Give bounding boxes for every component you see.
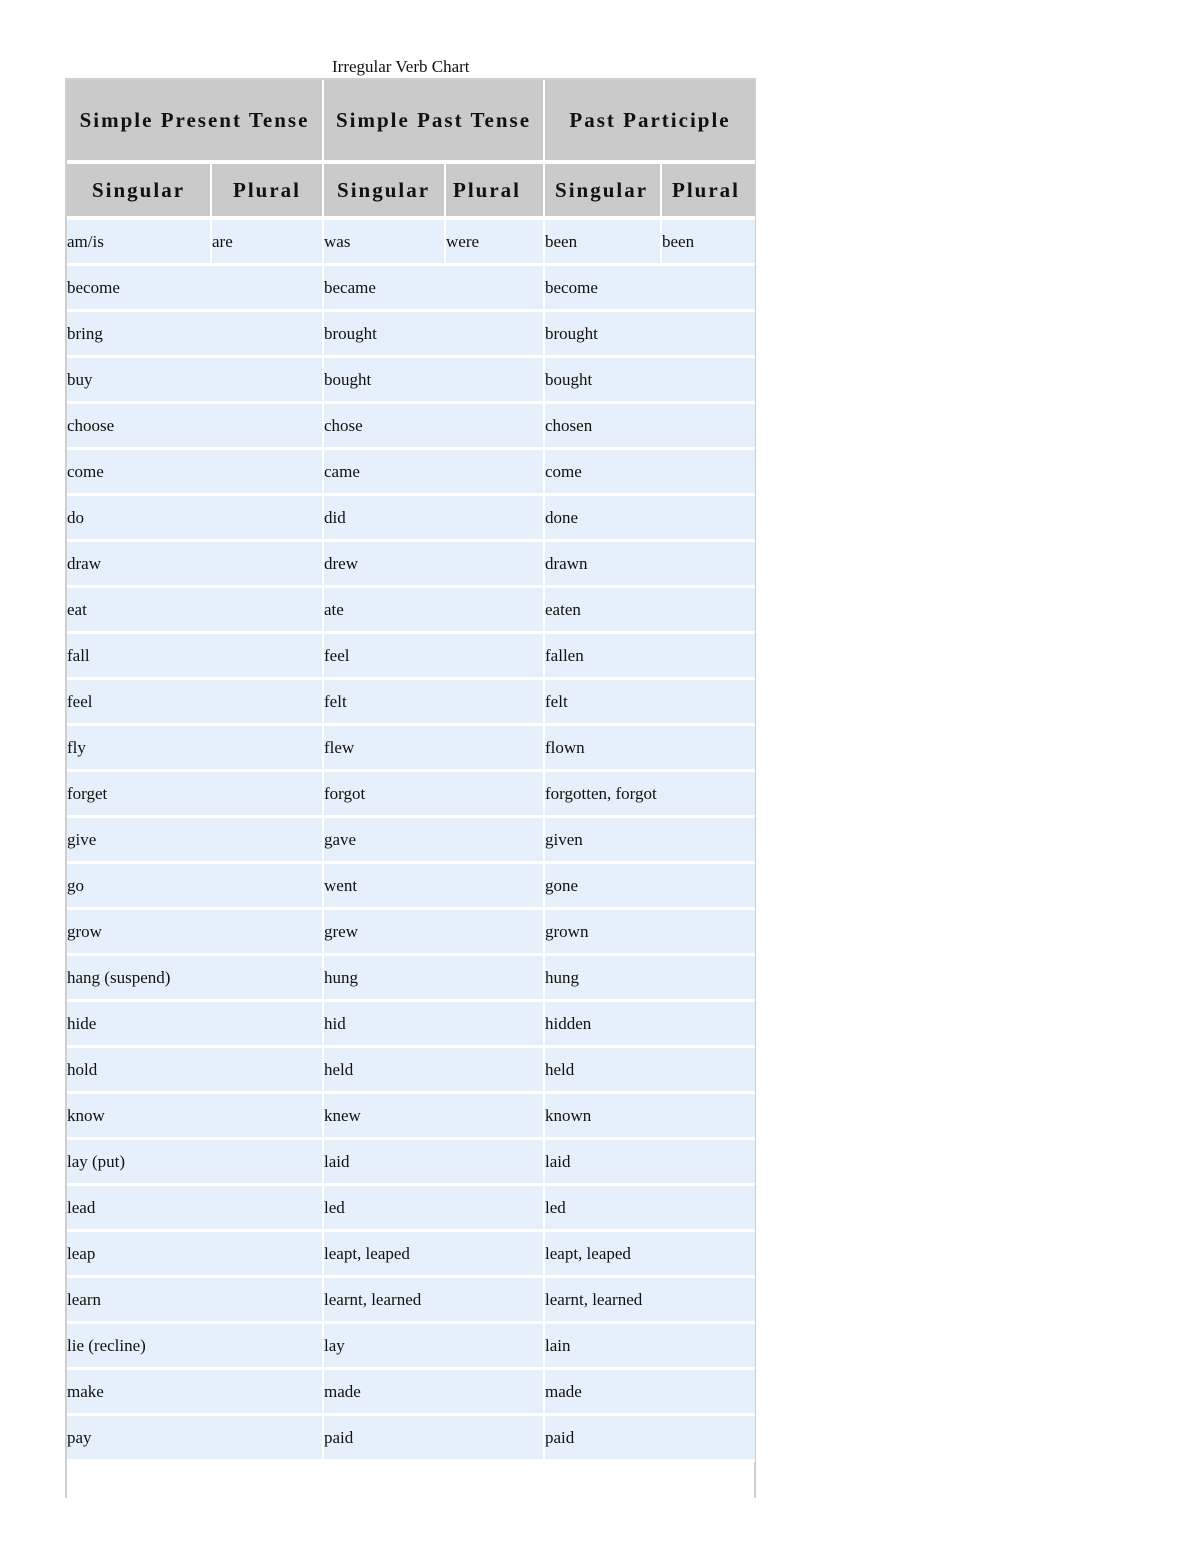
cell-participle: felt	[545, 680, 755, 726]
table-row	[67, 1186, 755, 1232]
table-row	[67, 1094, 755, 1140]
cell-past: knew	[324, 1094, 545, 1140]
cell-present: pay	[67, 1416, 324, 1462]
table-row	[67, 956, 755, 1002]
cell-past: gave	[324, 818, 545, 864]
cell-participle-singular: been	[545, 220, 662, 266]
table-row	[67, 450, 755, 496]
group-header-past-participle: Past Participle	[545, 80, 755, 164]
cell-present: become	[67, 266, 324, 312]
cell-participle: held	[545, 1048, 755, 1094]
table-row	[67, 1232, 755, 1278]
cell-present: bring	[67, 312, 324, 358]
cell-past: hid	[324, 1002, 545, 1048]
subheader-present-plural: Plural	[212, 164, 324, 220]
cell-participle: bought	[545, 358, 755, 404]
subheader-present-singular: Singular	[67, 164, 212, 220]
cell-past: leapt, leaped	[324, 1232, 545, 1278]
cell-present: draw	[67, 542, 324, 588]
cell-present: learn	[67, 1278, 324, 1324]
cell-present: fall	[67, 634, 324, 680]
cell-past: brought	[324, 312, 545, 358]
cell-present: buy	[67, 358, 324, 404]
cell-past: chose	[324, 404, 545, 450]
cell-present: feel	[67, 680, 324, 726]
cell-past: forgot	[324, 772, 545, 818]
cell-participle: chosen	[545, 404, 755, 450]
cell-present: forget	[67, 772, 324, 818]
cell-participle: made	[545, 1370, 755, 1416]
table-row	[67, 312, 755, 358]
cell-participle: leapt, leaped	[545, 1232, 755, 1278]
cell-participle: learnt, learned	[545, 1278, 755, 1324]
cell-present: eat	[67, 588, 324, 634]
cell-present: fly	[67, 726, 324, 772]
table-row	[67, 634, 755, 680]
cell-past: made	[324, 1370, 545, 1416]
table-row	[67, 1002, 755, 1048]
cell-past: paid	[324, 1416, 545, 1462]
cell-present-singular: am/is	[67, 220, 212, 266]
table-row	[67, 404, 755, 450]
cell-present: leap	[67, 1232, 324, 1278]
subheader-participle-singular: Singular	[545, 164, 662, 220]
cell-past: hung	[324, 956, 545, 1002]
cell-past: drew	[324, 542, 545, 588]
table-row	[67, 910, 755, 956]
cell-past-plural: were	[446, 220, 545, 266]
cell-participle: hidden	[545, 1002, 755, 1048]
group-header-row	[67, 80, 755, 164]
table-row	[67, 496, 755, 542]
cell-past-singular: was	[324, 220, 446, 266]
cell-past: bought	[324, 358, 545, 404]
cell-past: became	[324, 266, 545, 312]
table-row	[67, 1140, 755, 1186]
table-row	[67, 772, 755, 818]
cell-participle: brought	[545, 312, 755, 358]
cell-participle: laid	[545, 1140, 755, 1186]
table-row	[67, 1048, 755, 1094]
page-title: Irregular Verb Chart	[332, 57, 470, 76]
cell-present: give	[67, 818, 324, 864]
cell-present: hang (suspend)	[67, 956, 324, 1002]
cell-participle: known	[545, 1094, 755, 1140]
table-row	[67, 588, 755, 634]
cell-participle: fallen	[545, 634, 755, 680]
cell-present: go	[67, 864, 324, 910]
table-row	[67, 1324, 755, 1370]
cell-participle: done	[545, 496, 755, 542]
cell-present: come	[67, 450, 324, 496]
cell-present: lay (put)	[67, 1140, 324, 1186]
cell-present: choose	[67, 404, 324, 450]
cell-participle: grown	[545, 910, 755, 956]
cell-present: hold	[67, 1048, 324, 1094]
cell-present: know	[67, 1094, 324, 1140]
cell-past: came	[324, 450, 545, 496]
cell-past: did	[324, 496, 545, 542]
cell-past: went	[324, 864, 545, 910]
table-row	[67, 1278, 755, 1324]
cell-past: flew	[324, 726, 545, 772]
irregular-verb-table	[67, 80, 755, 1462]
cell-participle: eaten	[545, 588, 755, 634]
cell-participle: led	[545, 1186, 755, 1232]
subheader-row	[67, 164, 755, 220]
group-header-simple-past: Simple Past Tense	[324, 80, 545, 164]
cell-past: grew	[324, 910, 545, 956]
table-row	[67, 358, 755, 404]
cell-participle: forgotten, forgot	[545, 772, 755, 818]
cell-participle: given	[545, 818, 755, 864]
cell-participle: hung	[545, 956, 755, 1002]
table-row	[67, 864, 755, 910]
table-row	[67, 266, 755, 312]
cell-participle: become	[545, 266, 755, 312]
table-row	[67, 726, 755, 772]
cell-participle: drawn	[545, 542, 755, 588]
cell-present: hide	[67, 1002, 324, 1048]
cell-past: lay	[324, 1324, 545, 1370]
cell-present-plural: are	[212, 220, 324, 266]
cell-past: felt	[324, 680, 545, 726]
verb-table-body	[67, 220, 755, 1462]
table-row	[67, 818, 755, 864]
table-row	[67, 220, 755, 266]
cell-past: laid	[324, 1140, 545, 1186]
table-row	[67, 542, 755, 588]
subheader-participle-plural: Plural	[662, 164, 755, 220]
cell-participle: paid	[545, 1416, 755, 1462]
table-row	[67, 1370, 755, 1416]
cell-past: led	[324, 1186, 545, 1232]
cell-past: learnt, learned	[324, 1278, 545, 1324]
cell-participle: flown	[545, 726, 755, 772]
group-header-simple-present: Simple Present Tense	[67, 80, 324, 164]
cell-present: make	[67, 1370, 324, 1416]
cell-past: feel	[324, 634, 545, 680]
cell-participle: lain	[545, 1324, 755, 1370]
table-row	[67, 680, 755, 726]
cell-past: ate	[324, 588, 545, 634]
subheader-past-plural: Plural	[446, 164, 545, 220]
cell-participle-plural: been	[662, 220, 755, 266]
cell-participle: gone	[545, 864, 755, 910]
cell-present: lie (recline)	[67, 1324, 324, 1370]
table-row	[67, 1416, 755, 1462]
subheader-past-singular: Singular	[324, 164, 446, 220]
cell-present: lead	[67, 1186, 324, 1232]
cell-present: grow	[67, 910, 324, 956]
cell-participle: come	[545, 450, 755, 496]
cell-past: held	[324, 1048, 545, 1094]
cell-present: do	[67, 496, 324, 542]
